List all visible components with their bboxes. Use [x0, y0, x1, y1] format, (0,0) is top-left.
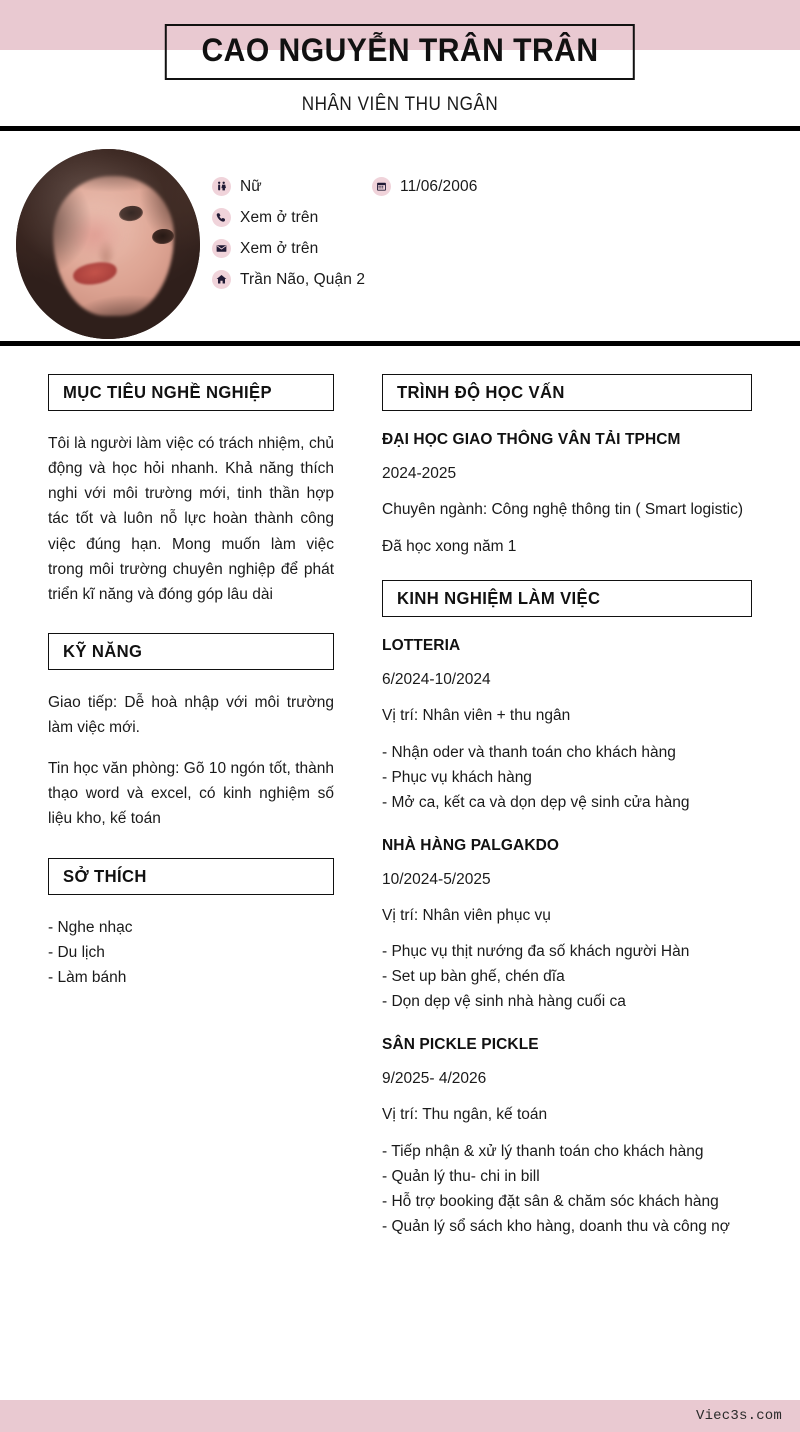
job-company: SÂN PICKLE PICKLE: [382, 1036, 539, 1054]
list-item: - Quản lý thu- chi in bill: [382, 1167, 540, 1185]
experience-entry: [382, 637, 752, 815]
contact-row: [212, 270, 800, 289]
cv-body: [0, 346, 800, 1400]
section-header-experience: [382, 580, 752, 617]
list-item: - Mở ca, kết ca và dọn dẹp vệ sinh cửa hàng: [382, 793, 690, 811]
contact-list: [200, 149, 800, 301]
contact-row: [212, 239, 800, 258]
job-position: Vị trí: Nhân viên phục vụ: [382, 906, 551, 924]
contact-item-address: [212, 270, 365, 289]
job-period: 10/2024-5/2025: [382, 870, 491, 888]
job-duties: [382, 1140, 752, 1239]
contact-value-email: Xem ở trên: [240, 239, 319, 257]
section-header-education: [382, 374, 752, 411]
contact-row: [212, 208, 800, 227]
contact-value-gender: Nữ: [240, 177, 262, 195]
calendar-icon: [372, 177, 391, 196]
phone-icon: [212, 208, 231, 227]
contact-item-birthdate: [372, 177, 477, 196]
list-item: - Làm bánh: [48, 968, 127, 986]
job-duties: [382, 940, 752, 1014]
education-major: Chuyên ngành: Công nghệ thông tin ( Smart logistic): [382, 501, 744, 519]
left-column: [0, 374, 372, 1400]
section-header-hobbies: [48, 858, 334, 895]
gender-icon: [212, 177, 231, 196]
contact-value-address: Trần Não, Quận 2: [240, 270, 366, 288]
list-item: - Phục vụ thịt nướng đa số khách người Hàn: [382, 943, 690, 961]
cv-header: [0, 0, 800, 126]
profile-photo: [16, 149, 200, 339]
section-title-hobbies: SỞ THÍCH: [63, 865, 147, 886]
list-item: - Hỗ trợ booking đặt sân & chăm sóc khách hàng: [382, 1192, 719, 1210]
photo-sheen: [16, 149, 200, 339]
job-position: Vị trí: Nhân viên + thu ngân: [382, 707, 571, 725]
section-header-objective: [48, 374, 334, 411]
candidate-job-title: NHÂN VIÊN THU NGÂN: [301, 94, 499, 115]
contact-item-gender: [212, 177, 372, 196]
education-period: 2024-2025: [382, 465, 457, 483]
job-position: Vị trí: Thu ngân, kế toán: [382, 1106, 548, 1124]
section-title-skills: KỸ NĂNG: [63, 640, 143, 661]
list-item: - Nhận oder và thanh toán cho khách hàng: [382, 743, 676, 761]
contact-item-phone[interactable]: [212, 208, 318, 227]
hobbies-list: [48, 915, 334, 990]
contact-value-phone: Xem ở trên: [240, 208, 319, 226]
skill-item: Giao tiếp: Dễ hoà nhập với môi trường làm việc mới.: [48, 694, 334, 737]
education-status: Đã học xong năm 1: [382, 537, 517, 555]
list-item: - Nghe nhạc: [48, 918, 133, 936]
home-icon: [212, 270, 231, 289]
list-item: - Quản lý sổ sách kho hàng, doanh thu và công nợ: [382, 1217, 730, 1235]
list-item: - Tiếp nhận & xử lý thanh toán cho khách hàng: [382, 1142, 704, 1160]
job-period: 9/2025- 4/2026: [382, 1070, 487, 1088]
list-item: - Dọn dẹp vệ sinh nhà hàng cuối ca: [382, 993, 626, 1011]
objective-text: Tôi là người làm việc có trách nhiệm, chủ động và học hỏi nhanh. Khả năng thích nghi với môi trường mới, tinh thần hợp tác tốt và luôn nỗ lực hoàn thành công việc đúng hạn. Mong muốn làm việc trong môi trường chuyên nghiệp để phát triển kĩ năng và đóng góp lâu dài: [48, 435, 334, 603]
experience-entry: [382, 1036, 752, 1239]
section-title-education: TRÌNH ĐỘ HỌC VẤN: [397, 382, 565, 402]
job-duties: [382, 741, 752, 815]
list-item: - Phục vụ khách hàng: [382, 768, 532, 786]
right-column: [372, 374, 800, 1400]
section-header-skills: [48, 633, 334, 670]
contact-value-birthdate: 11/06/2006: [400, 177, 478, 195]
candidate-name: CAO NGUYỄN TRÂN TRÂN: [201, 32, 599, 68]
footer-band: [0, 1400, 800, 1432]
name-box: [165, 24, 635, 80]
job-period: 6/2024-10/2024: [382, 671, 491, 688]
photo-holder: [0, 149, 200, 339]
experience-entry: [382, 837, 752, 1015]
section-title-experience: KINH NGHIỆM LÀM VIỆC: [397, 587, 601, 608]
email-icon: [212, 239, 231, 258]
job-company: LOTTERIA: [382, 637, 461, 654]
skill-item: Tin học văn phòng: Gõ 10 ngón tốt, thành thạo word và excel, có kinh nghiệm số liệu kho, kế toán: [48, 760, 334, 828]
profile-section: [0, 131, 800, 341]
section-title-objective: MỤC TIÊU NGHỀ NGHIỆP: [63, 382, 272, 402]
job-company: NHÀ HÀNG PALGAKDO: [382, 836, 560, 854]
education-school: ĐẠI HỌC GIAO THÔNG VÂN TẢI TPHCM: [382, 431, 681, 449]
list-item: - Set up bàn ghế, chén dĩa: [382, 968, 565, 986]
list-item: - Du lịch: [48, 943, 105, 961]
education-entry: [382, 431, 752, 558]
contact-item-email[interactable]: [212, 239, 318, 258]
footer-watermark: Viec3s.com: [695, 1408, 782, 1424]
contact-row: [212, 177, 800, 196]
